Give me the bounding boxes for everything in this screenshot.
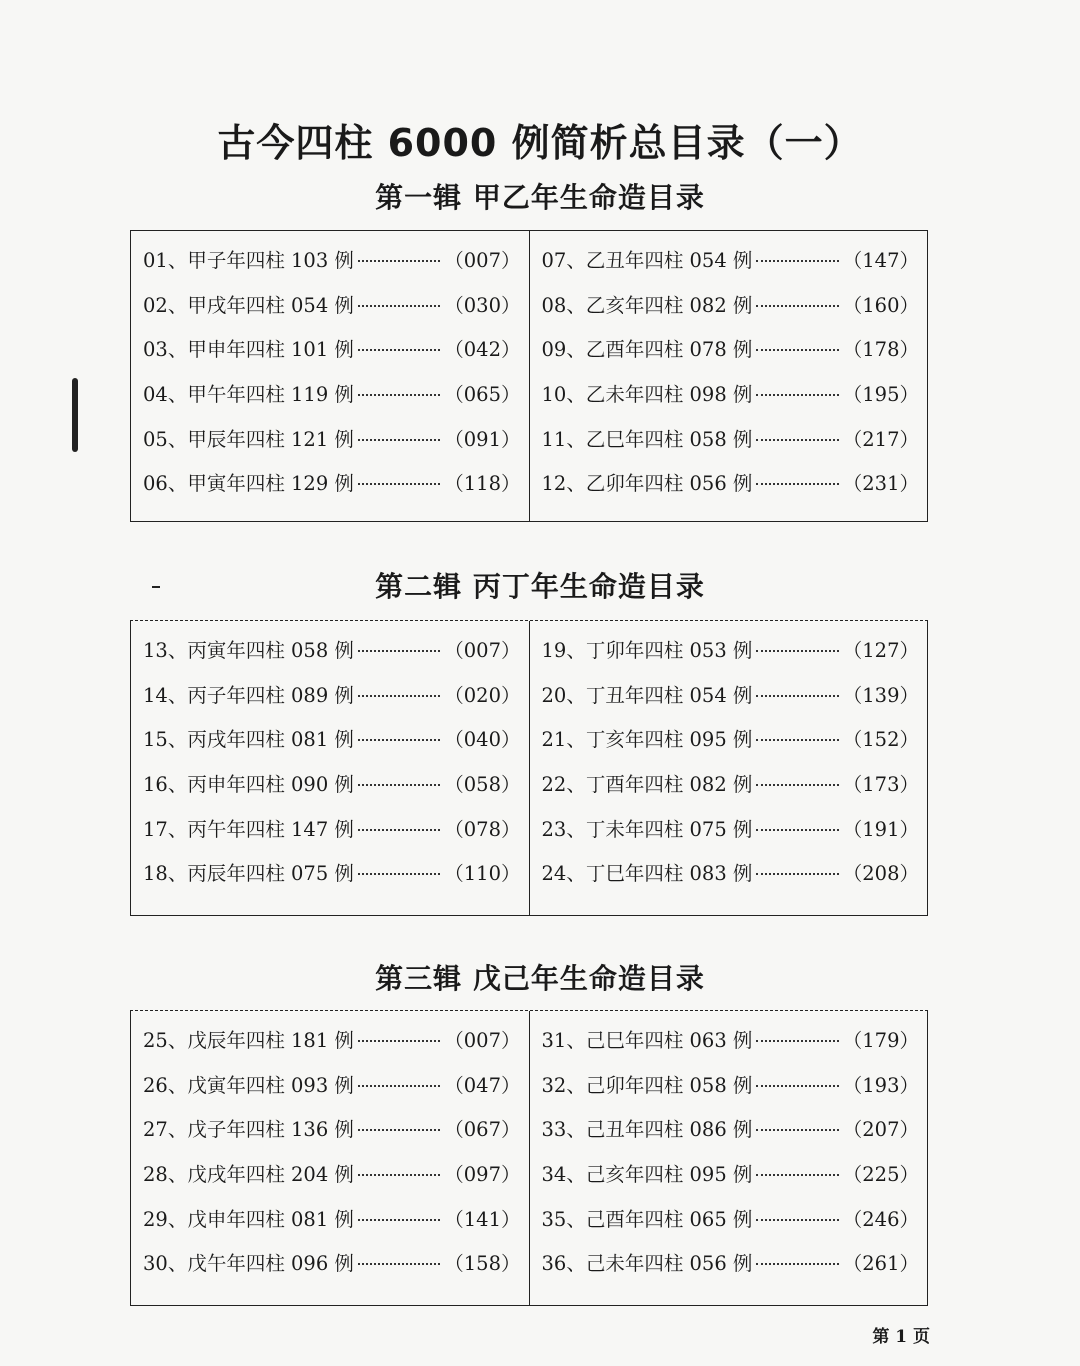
toc-entry-label: 17、丙午年四柱 147 例 [143,817,354,841]
dot-leader [756,1085,838,1087]
toc-entry-label: 13、丙寅年四柱 058 例 [143,639,354,663]
toc-entry-label: 32、己卯年四柱 058 例 [541,1073,753,1097]
dot-leader [358,873,440,875]
toc-entry-label: 06、甲寅年四柱 129 例 [143,472,354,496]
toc-column-left [131,621,530,915]
page-title: 古今四柱 6000 例简析总目录（一） [217,121,863,165]
toc-entry [131,1240,529,1285]
toc-entry-page: （030） [444,293,521,317]
toc-entry-page: （040） [444,728,521,752]
toc-entry-label: 10、乙未年四柱 098 例 [541,383,753,407]
toc-entry-label: 33、己丑年四柱 086 例 [541,1118,753,1142]
toc-entry-page: （047） [444,1073,521,1097]
dot-leader [756,650,838,652]
toc-entry-page: （097） [444,1163,521,1187]
toc-entry [530,1062,928,1107]
toc-entry [530,460,928,505]
toc-entry [131,850,529,895]
toc-entry-label: 03、甲申年四柱 101 例 [143,338,354,362]
toc-entry-page: （058） [444,773,521,797]
toc-entry-label: 12、乙卯年四柱 056 例 [541,472,753,496]
toc-entry-page: （246） [842,1207,919,1231]
toc-entry-page: （110） [444,862,521,886]
toc-entry [131,1195,529,1240]
toc-entry [131,1106,529,1151]
dot-leader [358,739,440,741]
dot-leader [756,739,838,741]
toc-box-3 [130,1010,928,1306]
toc-entry-label: 18、丙辰年四柱 075 例 [143,862,354,886]
toc-entry-label: 29、戊申年四柱 081 例 [143,1207,354,1231]
toc-entry [131,761,529,806]
dot-leader [358,439,440,441]
dot-leader [756,1040,838,1042]
dot-leader [756,784,838,786]
toc-entry-page: （007） [444,639,521,663]
dot-leader [756,1219,838,1221]
toc-entry [131,282,529,327]
dot-leader [358,1040,440,1042]
dot-leader [358,829,440,831]
toc-entry-page: （207） [842,1118,919,1142]
toc-entry-label: 24、丁巳年四柱 083 例 [541,862,753,886]
toc-entry [131,415,529,460]
toc-entry-page: （147） [842,249,919,273]
section-heading-3: 第三辑 戊己年生命造目录 [375,962,705,995]
toc-entry-page: （127） [842,639,919,663]
dot-leader [358,349,440,351]
toc-entry-label: 21、丁亥年四柱 095 例 [541,728,753,752]
dot-leader [358,1129,440,1131]
toc-entry-page: （067） [444,1118,521,1142]
toc-entry-page: （191） [842,817,919,841]
toc-entry-label: 34、己亥年四柱 095 例 [541,1163,753,1187]
toc-entry [530,1017,928,1062]
toc-column-right [530,231,928,521]
toc-entry-label: 23、丁未年四柱 075 例 [541,817,753,841]
toc-entry [530,850,928,895]
section-heading-1: 第一辑 甲乙年生命造目录 [375,181,705,214]
scan-mark [72,378,78,452]
dot-leader [756,439,838,441]
dot-leader [358,650,440,652]
toc-entry [530,326,928,371]
toc-entry-page: （152） [842,728,919,752]
dot-leader [358,305,440,307]
toc-entry-page: （042） [444,338,521,362]
dot-leader [756,394,838,396]
dot-leader [358,695,440,697]
toc-entry-page: （179） [842,1029,919,1053]
toc-entry [131,1151,529,1196]
toc-entry [131,371,529,416]
toc-entry [530,237,928,282]
section-heading-2: 第二辑 丙丁年生命造目录 [375,570,705,603]
toc-entry [131,326,529,371]
dot-leader [756,260,838,262]
toc-entry-label: 25、戊辰年四柱 181 例 [143,1029,354,1053]
page-number: 第 1 页 [872,1327,930,1347]
dot-leader [358,784,440,786]
toc-entry [131,672,529,717]
toc-entry [530,282,928,327]
dot-leader [358,394,440,396]
toc-entry-page: （231） [842,472,919,496]
toc-box-2 [130,620,928,916]
toc-entry-label: 19、丁卯年四柱 053 例 [541,639,753,663]
toc-entry-label: 05、甲辰年四柱 121 例 [143,427,354,451]
toc-entry [530,672,928,717]
toc-entry-label: 31、己巳年四柱 063 例 [541,1029,753,1053]
toc-entry-page: （178） [842,338,919,362]
toc-entry-page: （007） [444,249,521,273]
toc-entry [131,716,529,761]
dot-leader [756,305,838,307]
toc-column-right [530,1011,928,1305]
toc-entry-page: （261） [842,1252,919,1276]
toc-entry-label: 02、甲戌年四柱 054 例 [143,293,354,317]
toc-entry-page: （208） [842,862,919,886]
toc-entry-label: 30、戊午年四柱 096 例 [143,1252,354,1276]
toc-entry-label: 07、乙丑年四柱 054 例 [541,249,753,273]
toc-entry-page: （065） [444,383,521,407]
toc-box-1 [130,230,928,522]
toc-entry-page: （020） [444,683,521,707]
toc-entry-label: 36、己未年四柱 056 例 [541,1252,753,1276]
toc-entry-label: 22、丁酉年四柱 082 例 [541,773,753,797]
scan-speck [152,586,160,588]
toc-entry-label: 16、丙申年四柱 090 例 [143,773,354,797]
dot-leader [358,483,440,485]
toc-entry [530,371,928,416]
toc-entry-page: （217） [842,427,919,451]
toc-entry [530,1195,928,1240]
toc-entry-page: （139） [842,683,919,707]
toc-column-left [131,231,530,521]
toc-entry [131,1062,529,1107]
dot-leader [358,1263,440,1265]
toc-entry-page: （091） [444,427,521,451]
toc-entry-page: （007） [444,1029,521,1053]
toc-entry [131,237,529,282]
dot-leader [358,260,440,262]
toc-entry-page: （195） [842,383,919,407]
toc-entry-page: （158） [444,1252,521,1276]
toc-column-left [131,1011,530,1305]
toc-entry-label: 20、丁丑年四柱 054 例 [541,683,753,707]
toc-entry-label: 09、乙酉年四柱 078 例 [541,338,753,362]
toc-entry [530,1151,928,1196]
dot-leader [358,1085,440,1087]
toc-entry-label: 11、乙巳年四柱 058 例 [541,427,753,451]
toc-entry [530,415,928,460]
toc-entry-label: 15、丙戌年四柱 081 例 [143,728,354,752]
toc-entry [131,805,529,850]
toc-entry-label: 26、戊寅年四柱 093 例 [143,1073,354,1097]
dot-leader [756,829,838,831]
toc-entry-page: （118） [444,472,521,496]
toc-entry-label: 27、戊子年四柱 136 例 [143,1118,354,1142]
toc-entry [530,761,928,806]
dot-leader [358,1219,440,1221]
dot-leader [756,1263,838,1265]
toc-entry [131,627,529,672]
toc-entry-label: 08、乙亥年四柱 082 例 [541,293,753,317]
dot-leader [756,349,838,351]
toc-entry [131,460,529,505]
toc-entry-page: （141） [444,1207,521,1231]
dot-leader [756,1174,838,1176]
dot-leader [756,1129,838,1131]
toc-entry-label: 01、甲子年四柱 103 例 [143,249,354,273]
toc-entry [530,805,928,850]
toc-entry-page: （160） [842,293,919,317]
toc-entry-label: 04、甲午年四柱 119 例 [143,383,354,407]
toc-entry [131,1017,529,1062]
toc-entry-label: 35、己酉年四柱 065 例 [541,1207,753,1231]
dot-leader [756,873,838,875]
dot-leader [756,483,838,485]
dot-leader [358,1174,440,1176]
toc-entry [530,716,928,761]
toc-entry [530,627,928,672]
toc-entry [530,1106,928,1151]
toc-entry-page: （173） [842,773,919,797]
toc-entry-page: （225） [842,1163,919,1187]
dot-leader [756,695,838,697]
toc-entry-page: （193） [842,1073,919,1097]
toc-entry-label: 28、戊戌年四柱 204 例 [143,1163,354,1187]
toc-entry [530,1240,928,1285]
toc-column-right [530,621,928,915]
toc-entry-page: （078） [444,817,521,841]
toc-entry-label: 14、丙子年四柱 089 例 [143,683,354,707]
